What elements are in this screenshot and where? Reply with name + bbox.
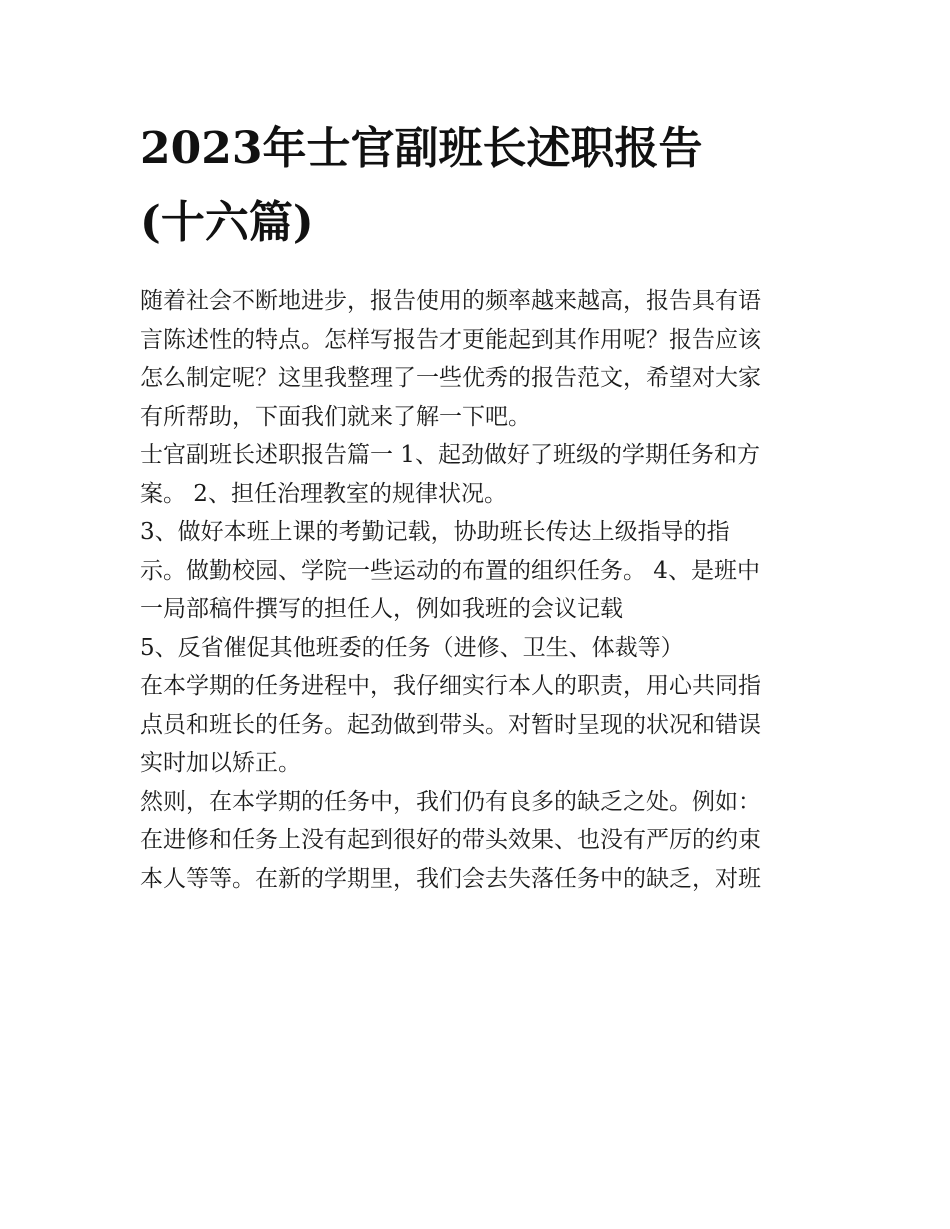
body-line: 3、做好本班上课的考勤记载，协助班长传达上级指导的指 <box>140 519 730 545</box>
body-line: 怎么制定呢？这里我整理了一些优秀的报告范文，希望对大家 <box>140 365 761 391</box>
body-line: 案。 2、担任治理教室的规律状况。 <box>140 480 507 507</box>
document-body <box>140 282 830 898</box>
body-line: 在本学期的任务进程中，我仔细实行本人的职责，用心共同指 <box>140 673 761 699</box>
body-line: 然则，在本学期的任务中，我们仍有良多的缺乏之处。例如： <box>140 788 761 815</box>
body-line: 随着社会不断地进步，报告使用的频率越来越高，报告具有语 <box>140 288 761 314</box>
body-line: 本人等等。在新的学期里，我们会去失落任务中的缺乏，对班 <box>140 865 761 892</box>
document-title <box>140 112 820 260</box>
body-line: 5、反省催促其他班委的任务（进修、卫生、体裁等） <box>140 634 684 661</box>
body-line: 有所帮助，下面我们就来了解一下吧。 <box>140 403 531 430</box>
title-line-1: 2023年士官副班长述职报告 <box>140 123 703 174</box>
body-line: 士官副班长述职报告篇一 1、起劲做好了班级的学期任务和方 <box>140 442 760 468</box>
body-line: 点员和班长的任务。起劲做到带头。对暂时呈现的状况和错误 <box>140 711 761 738</box>
title-line-2: (十六篇) <box>140 197 314 248</box>
body-line: 言陈述性的特点。怎样写报告才更能起到其作用呢？报告应该 <box>140 326 761 353</box>
body-line: 实时加以矫正。 <box>140 750 301 776</box>
body-line: 一局部稿件撰写的担任人，例如我班的会议记载 <box>140 596 623 622</box>
body-line: 示。做勤校园、学院一些运动的布置的组织任务。 4、是班中 <box>140 557 760 584</box>
body-line: 在进修和任务上没有起到很好的带头效果、也没有严厉的约束 <box>140 827 761 853</box>
